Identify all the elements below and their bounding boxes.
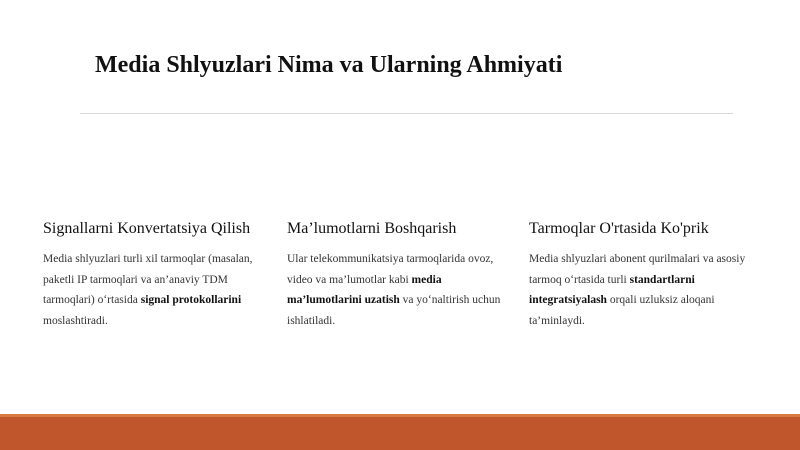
body-text: Media shlyuzlari turli xil tarmoqlar (masalan, paketli IP tarmoqlari va an’anaviy TDM tarmoqlari) o‘rtasida (43, 253, 253, 306)
column-body (529, 249, 754, 331)
column-network-bridge (529, 218, 754, 331)
body-text: Media shlyuzlari abonent qurilmalari va asosiy tarmoq o‘rtasida turli (529, 253, 746, 286)
body-text: Ular telekommunikatsiya tarmoqlarida ovoz, video va ma’lumotlar kabi (287, 253, 494, 286)
column-heading: Tarmoqlar O'rtasida Ko'prik (529, 220, 709, 237)
column-signal-conversion (43, 218, 271, 331)
column-heading: Ma’lumotlarni Boshqarish (287, 220, 457, 237)
body-text: moslashtiradi. (43, 314, 108, 327)
footer-accent-line (0, 414, 800, 417)
slide-title: Media Shlyuzlari Nima va Ularning Ahmiyati (95, 52, 563, 78)
title-divider (80, 113, 733, 114)
body-bold-text: signal protokollarini (140, 294, 242, 306)
body-text: orqali uzluksiz aloqani ta’minlaydi. (529, 294, 715, 327)
column-body (43, 249, 271, 331)
body-bold-text: media ma’lumotlarini uzatish (287, 273, 442, 306)
column-data-management (287, 218, 517, 331)
body-bold-text: standartlarni integratsiyalash (529, 273, 695, 306)
body-text: va yo‘naltirish uchun ishlatiladi. (287, 294, 501, 327)
column-heading: Signallarni Konvertatsiya Qilish (43, 220, 251, 237)
column-body (287, 249, 517, 331)
footer-accent-bar (0, 414, 800, 450)
